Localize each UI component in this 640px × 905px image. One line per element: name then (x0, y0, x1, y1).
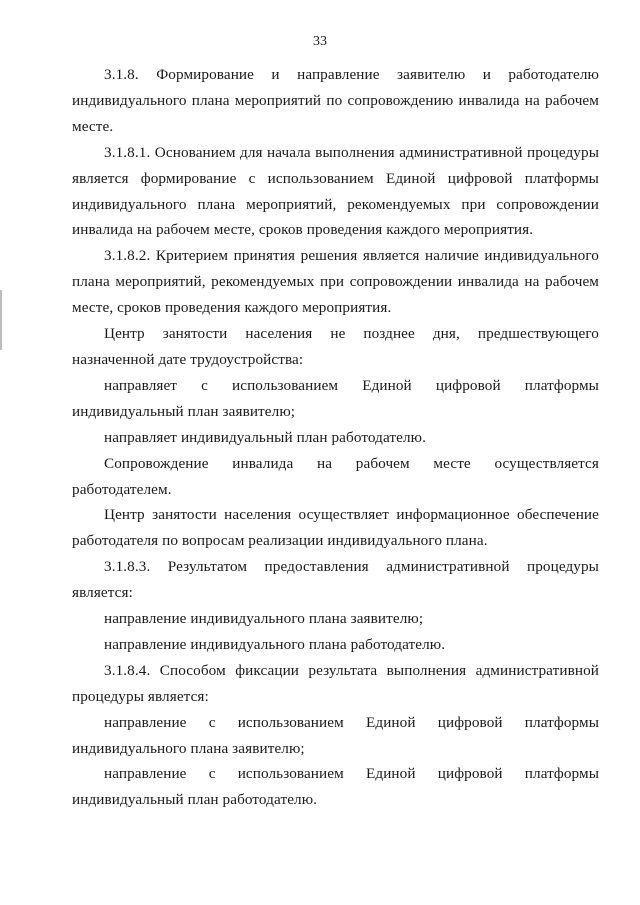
paragraph-3-1-8: 3.1.8. Формирование и направление заявителю и работодателю индивидуального плана мероприятий по сопровождению инвалида на рабочем месте. (72, 66, 599, 135)
paragraph-3-1-8-4: 3.1.8.4. Способом фиксации результата выполнения административной процедуры является: (72, 661, 599, 705)
list-item-fixation-employer: направление с использованием Единой цифровой платформы индивидуальный план работодателю. (72, 765, 599, 809)
page-number: 33 (313, 34, 327, 49)
document-body (72, 62, 599, 813)
list-item-fixation-applicant: направление с использованием Единой цифровой платформы индивидуального плана заявителю; (72, 713, 599, 757)
paragraph-3-1-8-3: 3.1.8.3. Результатом предоставления административной процедуры является: (72, 558, 599, 602)
scan-edge-mark (0, 290, 2, 350)
paragraph-employment-center-deadline: Центр занятости населения не позднее дня, предшествующего назначенной дате трудоустройства: (72, 325, 599, 368)
paragraph-information-support: Центр занятости населения осуществляет информационное обеспечение работодателя по вопросам реализации индивидуального плана. (72, 506, 599, 550)
paragraph-3-1-8-1: 3.1.8.1. Основанием для начала выполнения административной процедуры является формирование с использованием Единой цифровой платформы индивидуального плана мероприятий, рекомендуемых при сопровождении инвалида на рабочем месте, сроков проведения каждого мероприятия. (72, 143, 599, 239)
list-item-result-applicant: направление индивидуального плана заявителю; (104, 610, 424, 628)
list-item-send-to-applicant: направляет с использованием Единой цифровой платформы индивидуальный план заявителю; (72, 376, 599, 420)
paragraph-3-1-8-2: 3.1.8.2. Критерием принятия решения является наличие индивидуального плана мероприятий, рекомендуемых при сопровождении инвалида на рабочем месте, сроков проведения каждого мероприятия. (72, 247, 599, 317)
list-item-send-to-employer: направляет индивидуальный план работодателю. (104, 428, 427, 446)
list-item-result-employer: направление индивидуального плана работодателю. (104, 635, 446, 653)
paragraph-support-by-employer: Сопровождение инвалида на рабочем месте осуществляется работодателем. (72, 454, 599, 498)
